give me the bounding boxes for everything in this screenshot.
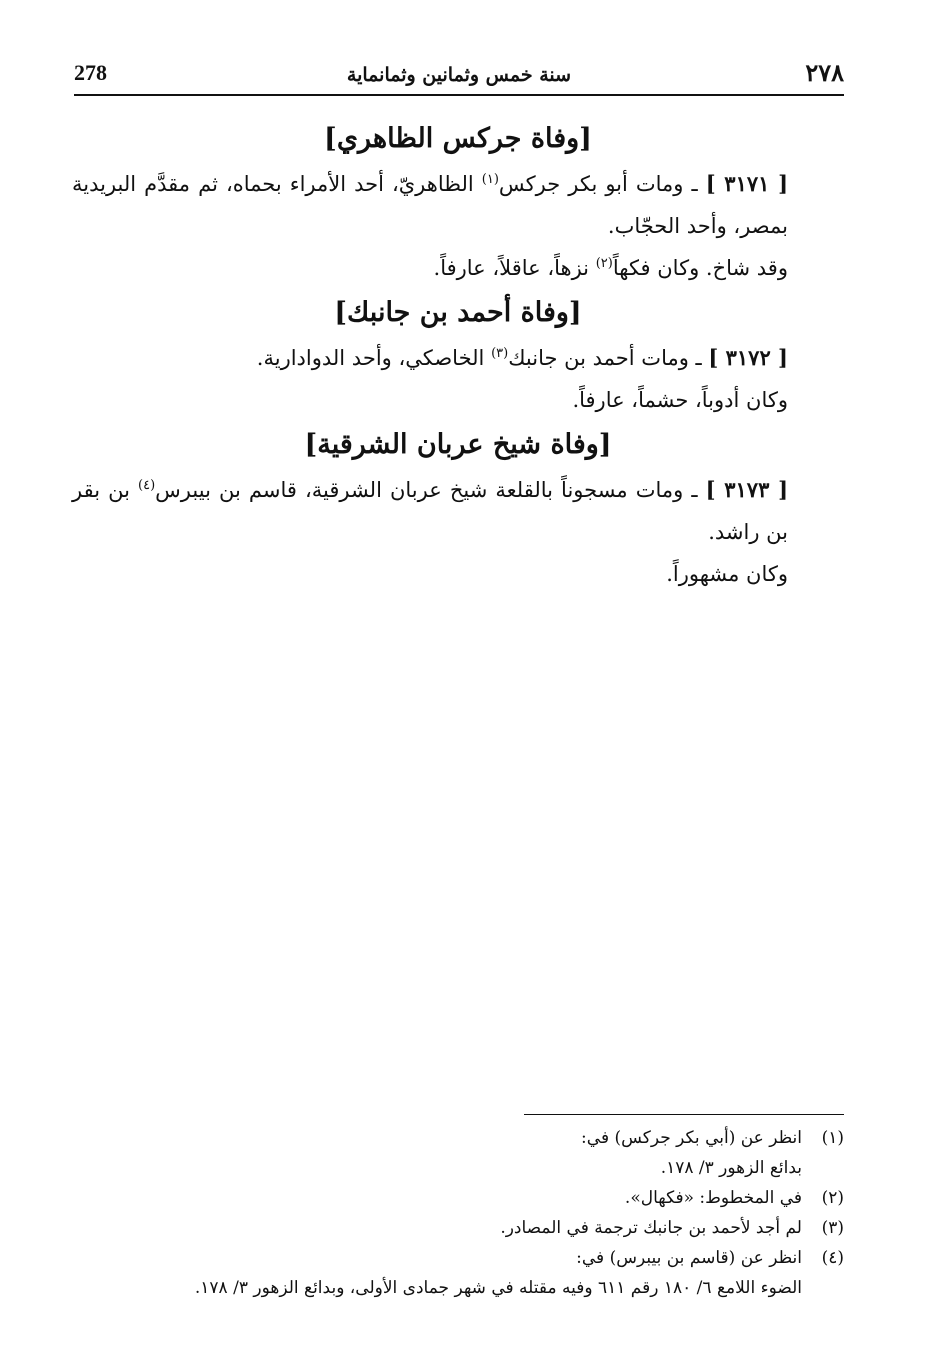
entry-paragraph [72, 337, 844, 379]
footnote-ref[interactable]: (٤) [138, 478, 156, 493]
footnote-number: (٤) [821, 1248, 844, 1268]
footnote-text: في المخطوط: «فكهال». [624, 1188, 802, 1208]
footnote-text: انظر عن (أبي بكر جركس) في: [581, 1128, 802, 1148]
footnote-text: انظر عن (قاسم بن بيبرس) في: [576, 1248, 802, 1268]
footnote [154, 1183, 844, 1213]
entry-text: ـ ومات أحمد بن جانبك [508, 346, 702, 370]
entry-paragraph [72, 247, 844, 289]
entry-text: وقد شاخ. وكان فكهاً [612, 256, 788, 280]
entry-text: بن بقر بن راشد. [72, 478, 788, 544]
main-text [72, 115, 844, 595]
footnote-number: (١) [821, 1128, 844, 1148]
entry-paragraph: وكان مشهوراً. [666, 562, 788, 586]
footnote [154, 1213, 844, 1243]
footnote-number: (٢) [821, 1188, 844, 1208]
footnote [154, 1243, 844, 1273]
entry-text: الظاهريّ، أحد الأمراء بحماه، ثم مقدَّم البريدية بمصر، وأحد الحجّاب. [72, 172, 788, 238]
entry-number: [ ٣١٧٢ ] [708, 345, 788, 370]
entry-text: نزهاً، عاقلاً، عارفاً. [433, 256, 590, 280]
entry-text: ـ ومات مسجوناً بالقلعة شيخ عربان الشرقية، قاسم بن بيبرس [155, 478, 698, 502]
footnote-number: (٣) [821, 1218, 844, 1238]
entry-paragraph [72, 163, 844, 247]
entry-text: الخاصكي، وأحد الدوادارية. [256, 346, 485, 370]
footnote-text: لم أجد لأحمد بن جانبك ترجمة في المصادر. [500, 1218, 802, 1238]
footnotes [154, 1114, 844, 1303]
page-header [74, 58, 844, 96]
entry-number: [ ٣١٧١ ] [705, 171, 789, 196]
footnote-continuation: بدائع الزهور ٣/ ١٧٨. [660, 1158, 802, 1178]
footnote-rule [524, 1114, 844, 1115]
entry-number: [ ٣١٧٣ ] [705, 477, 789, 502]
footnote [154, 1123, 844, 1153]
entry-paragraph: وكان أدوباً، حشماً، عارفاً. [572, 388, 788, 412]
section-heading: [وفاة شيخ عربان الشرقية] [304, 429, 612, 460]
page-number-arabic: ٢٧٨ [805, 58, 844, 87]
footnote-ref[interactable]: (٢) [595, 256, 613, 271]
footnote-ref[interactable]: (١) [481, 172, 499, 187]
footnote-continuation: الضوء اللامع ٦/ ١٨٠ رقم ٦١١ وفيه مقتله في شهر جمادى الأولى، وبدائع الزهور ٣/ ١٧٨. [194, 1278, 802, 1298]
running-title: سنة خمس وثمانين وثمانماية [346, 64, 572, 86]
footnote-ref[interactable]: (٣) [491, 346, 509, 361]
page-number-latin: 278 [74, 60, 107, 85]
entry-text: ـ ومات أبو بكر جركس [498, 172, 698, 196]
entry-paragraph [72, 469, 844, 553]
section-heading: [وفاة جركس الظاهري] [324, 123, 592, 154]
section-heading: [وفاة أحمد بن جانبك] [334, 297, 582, 328]
